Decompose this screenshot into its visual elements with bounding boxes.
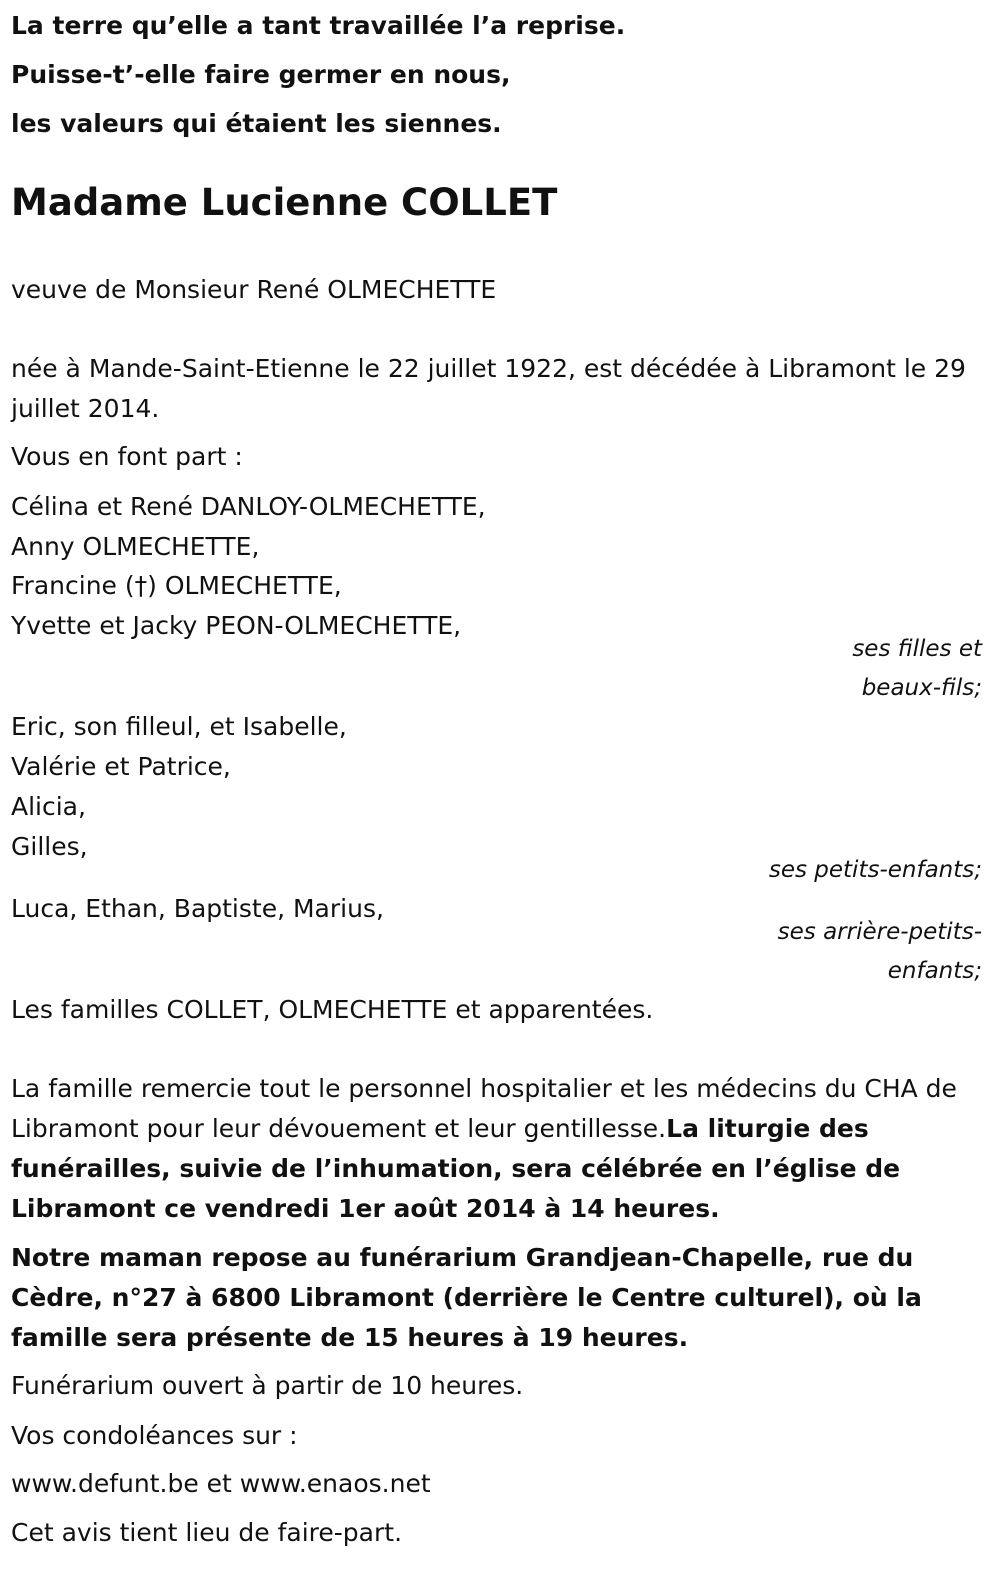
epigraph-line-1: La terre qu’elle a tant travaillée l’a reprise. (11, 11, 626, 40)
epigraph-line-2: Puisse-t’-elle faire germer en nous, (11, 60, 511, 89)
child-1: Célina et René DANLOY-OLMECHETTE, (11, 492, 486, 521)
child-2: Anny OLMECHETTE, (11, 532, 260, 561)
grandchild-3: Alicia, (11, 792, 86, 821)
funerarium: Notre maman repose au funérarium Grandjean-Chapelle, rue du Cèdre, n°27 à 6800 Libramont (derrière le Centre culturel), où la famille sera présente de 15 heures à 19 heures. (11, 1243, 922, 1352)
child-4: Yvette et Jacky PEON-OLMECHETTE, (11, 611, 462, 640)
great-grandchildren-role-1: ses arrière-petits- (777, 919, 982, 945)
children-role-2: beaux-fils; (861, 675, 982, 701)
great-grandchildren-role-2: enfants; (887, 958, 982, 984)
deceased-name: Madame Lucienne COLLET (11, 181, 558, 224)
grandchild-4: Gilles, (11, 832, 88, 861)
grandchild-1: Eric, son filleul, et Isabelle, (11, 712, 347, 741)
thanks: La famille remercie tout le personnel hospitalier et les médecins du CHA de Libramont pour leur dévouement et leur gentillesse. (11, 1074, 957, 1143)
thanks-and-funeral (11, 1069, 986, 1229)
websites: www.defunt.be et www.enaos.net (11, 1469, 431, 1498)
closing: Cet avis tient lieu de faire-part. (11, 1518, 403, 1547)
birth-death: née à Mande-Saint-Etienne le 22 juillet 1922, est décédée à Libramont le 29 juillet 2014. (11, 354, 966, 423)
announcers-intro: Vous en font part : (11, 442, 243, 471)
families: Les familles COLLET, OLMECHETTE et apparentées. (11, 995, 654, 1024)
widow-of: veuve de Monsieur René OLMECHETTE (11, 275, 497, 304)
funerarium-open: Funérarium ouvert à partir de 10 heures. (11, 1371, 524, 1400)
child-3: Francine (†) OLMECHETTE, (11, 571, 342, 600)
condolences-intro: Vos condoléances sur : (11, 1421, 298, 1450)
epigraph-line-3: les valeurs qui étaient les siennes. (11, 109, 502, 138)
children-role-1: ses filles et (852, 636, 982, 662)
funeral: La liturgie des funérailles, suivie de l’inhumation, sera célébrée en l’église de Libramont ce vendredi 1er août 2014 à 14 heures. (11, 1114, 901, 1223)
grandchild-2: Valérie et Patrice, (11, 752, 231, 781)
grandchildren-role: ses petits-enfants; (768, 857, 982, 883)
great-grandchildren: Luca, Ethan, Baptiste, Marius, (11, 894, 384, 923)
